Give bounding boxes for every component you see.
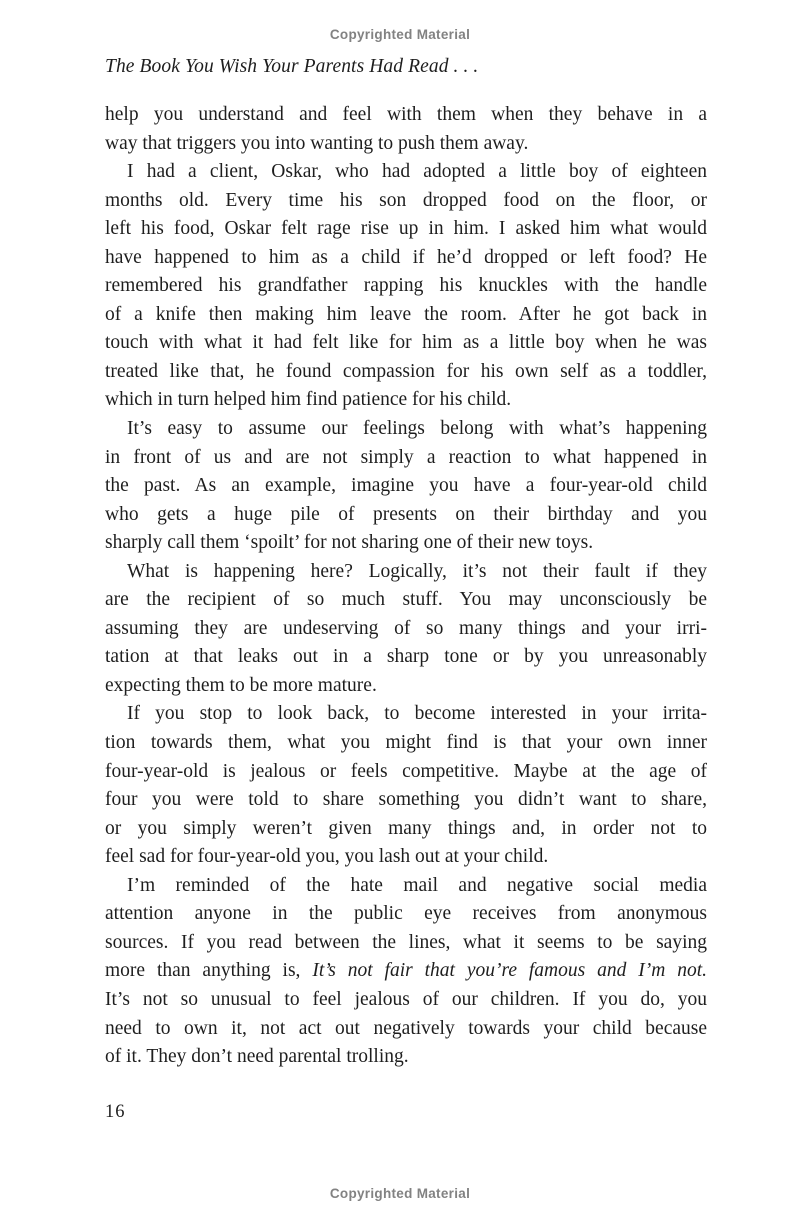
- body-text: way that triggers you into wanting to push them away.: [105, 132, 529, 154]
- paragraph: [105, 872, 707, 1072]
- body-text: which in turn helped him find patience for his child.: [105, 389, 512, 411]
- text-line: [105, 843, 707, 872]
- body-text: four you were told to share something you didn’t want to share,: [105, 789, 707, 811]
- text-block: [105, 101, 707, 1072]
- body-text: tion towards them, what you might find is that your own inner: [105, 732, 707, 754]
- text-line: [105, 415, 707, 444]
- body-text: touch with what it had felt like for him as a little boy when he was: [105, 332, 707, 354]
- text-line: [105, 301, 707, 330]
- text-line: [105, 158, 707, 187]
- body-text: or you simply weren’t given many things and, in order not to: [105, 817, 707, 839]
- body-text: of it. They don’t need parental trolling.: [105, 1046, 409, 1068]
- text-line: [105, 986, 707, 1015]
- body-text: expecting them to be more mature.: [105, 674, 377, 696]
- text-line: [105, 501, 707, 530]
- body-text: the past. As an example, imagine you have a four-year-old child: [105, 475, 707, 497]
- text-line: [105, 586, 707, 615]
- body-text: I had a client, Oskar, who had adopted a little boy of eighteen: [127, 161, 707, 183]
- text-line: [105, 101, 707, 130]
- text-line: [105, 358, 707, 387]
- text-line: [105, 872, 707, 901]
- text-line: [105, 786, 707, 815]
- text-line: [105, 386, 707, 415]
- text-line: [105, 272, 707, 301]
- body-text: of a knife then making him leave the room. After he got back in: [105, 303, 707, 325]
- text-line: [105, 244, 707, 273]
- text-line: [105, 900, 707, 929]
- text-line: [105, 472, 707, 501]
- body-text: treated like that, he found compassion for his own self as a toddler,: [105, 360, 707, 382]
- body-text: I’m reminded of the hate mail and negative social media: [127, 874, 707, 896]
- body-text: feel sad for four-year-old you, you lash out at your child.: [105, 846, 549, 868]
- text-line: [105, 329, 707, 358]
- italic-text: It’s not fair that you’re famous and I’m not.: [312, 960, 707, 982]
- paragraph: [105, 558, 707, 701]
- text-line: [105, 215, 707, 244]
- text-line: [105, 130, 707, 159]
- text-line: [105, 815, 707, 844]
- body-text: attention anyone in the public eye receives from anonymous: [105, 903, 707, 925]
- text-line: [105, 444, 707, 473]
- text-line: [105, 615, 707, 644]
- running-header: The Book You Wish Your Parents Had Read . . .: [105, 56, 479, 77]
- text-line: [105, 558, 707, 587]
- body-text: sources. If you read between the lines, what it seems to be saying: [105, 931, 707, 953]
- body-text: in front of us and are not simply a reaction to what happened in: [105, 446, 707, 468]
- text-line: [105, 729, 707, 758]
- copyright-notice-bottom: Copyrighted Material: [329, 1186, 471, 1201]
- text-line: [105, 672, 707, 701]
- body-text: remembered his grandfather rapping his knuckles with the handle: [105, 275, 707, 297]
- text-line: [105, 187, 707, 216]
- body-text: who gets a huge pile of presents on their birthday and you: [105, 503, 707, 525]
- body-text: It’s easy to assume our feelings belong with what’s happening: [127, 418, 707, 440]
- body-text: tation at that leaks out in a sharp tone or by you unreasonably: [105, 646, 707, 668]
- copyright-notice-top: Copyrighted Material: [329, 27, 471, 42]
- body-text: left his food, Oskar felt rage rise up in him. I asked him what would: [105, 218, 707, 240]
- body-text: If you stop to look back, to become interested in your irrita-: [127, 703, 707, 725]
- text-line: [105, 529, 707, 558]
- body-text: months old. Every time his son dropped food on the floor, or: [105, 189, 707, 211]
- text-line: [105, 1015, 707, 1044]
- paragraph: [105, 101, 707, 158]
- paragraph: [105, 158, 707, 415]
- body-text: more than anything is,: [105, 960, 313, 982]
- body-text: help you understand and feel with them when they behave in a: [105, 104, 707, 125]
- body-text: need to own it, not act out negatively towards your child because: [105, 1017, 707, 1039]
- page-number: 16: [105, 1102, 126, 1122]
- body-text: What is happening here? Logically, it’s not their fault if they: [127, 560, 707, 582]
- text-line: [105, 957, 707, 986]
- text-line: [105, 700, 707, 729]
- body-text: assuming they are undeserving of so many things and your irri-: [105, 617, 707, 639]
- body-text: are the recipient of so much stuff. You may unconsciously be: [105, 589, 707, 611]
- body-text: It’s not so unusual to feel jealous of our children. If you do, you: [105, 988, 707, 1010]
- text-line: [105, 758, 707, 787]
- body-text: four-year-old is jealous or feels competitive. Maybe at the age of: [105, 760, 707, 782]
- paragraph: [105, 415, 707, 558]
- text-line: [105, 643, 707, 672]
- text-line: [105, 1043, 707, 1072]
- paragraph: [105, 700, 707, 871]
- body-text: have happened to him as a child if he’d dropped or left food? He: [105, 246, 707, 268]
- text-line: [105, 929, 707, 958]
- body-text: sharply call them ‘spoilt’ for not sharing one of their new toys.: [105, 532, 594, 554]
